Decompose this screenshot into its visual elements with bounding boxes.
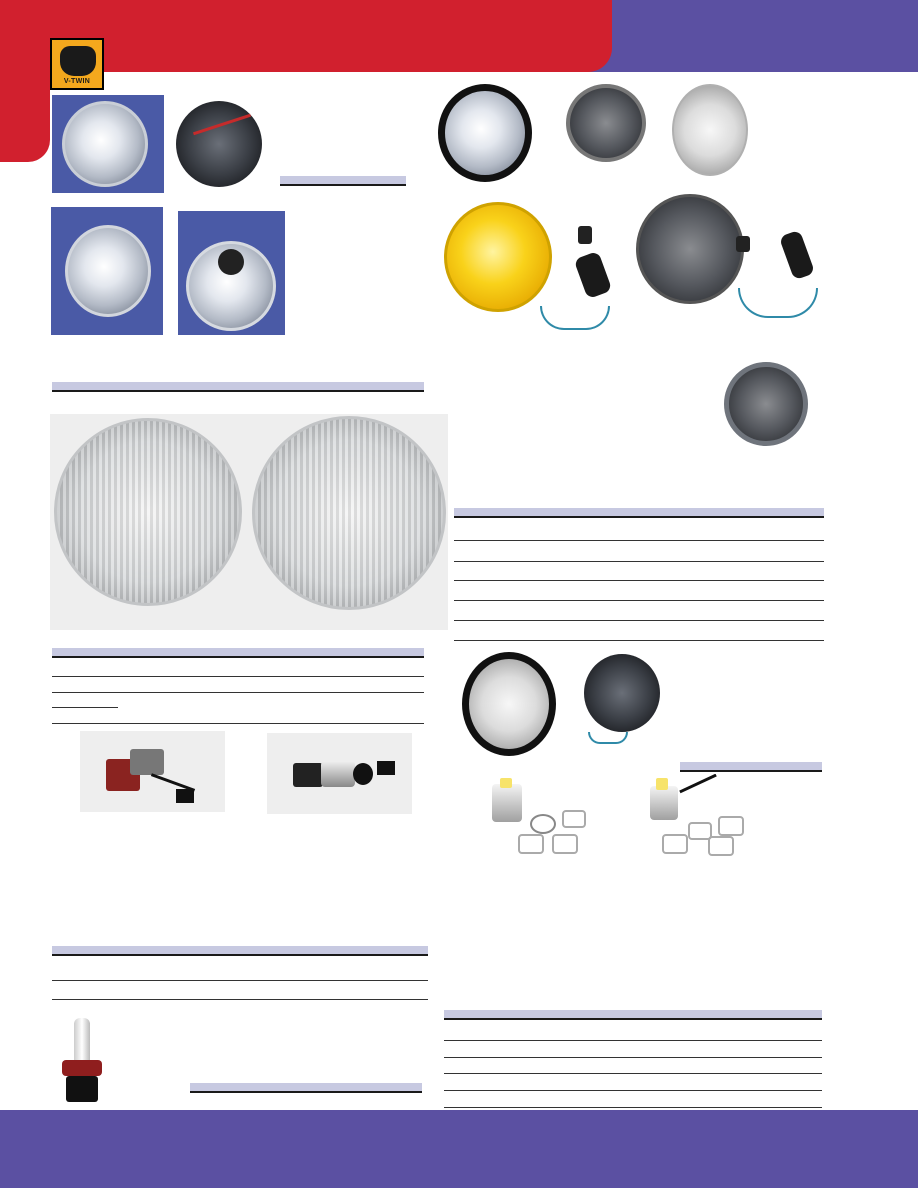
table-2-header bbox=[52, 946, 428, 956]
product-photo-reflector-bucket bbox=[178, 211, 285, 335]
table-4-row-line bbox=[444, 1073, 822, 1074]
table-4-row-line bbox=[444, 1057, 822, 1058]
v-twin-logo-icon bbox=[60, 46, 96, 76]
product-photo-smoke-headlamp-kit bbox=[634, 192, 824, 338]
h11-table-header-bar bbox=[190, 1083, 422, 1093]
table-1-row-line bbox=[52, 723, 424, 724]
product-photo-black-ring-headlamp bbox=[434, 78, 534, 186]
product-table-header-bar bbox=[280, 176, 406, 186]
table-3-row-line bbox=[454, 540, 824, 541]
table-3-row-line bbox=[454, 640, 824, 641]
table-2-row-line bbox=[52, 999, 428, 1000]
product-photo-h11-bulb bbox=[52, 1012, 122, 1108]
product-photo-led-bulb-red bbox=[80, 731, 225, 812]
table-1-row-line bbox=[52, 707, 118, 708]
product-photo-headlamp-bucket-black bbox=[582, 652, 662, 748]
sealed-beam-section-bar bbox=[52, 382, 424, 392]
table-4-row-line bbox=[444, 1040, 822, 1041]
table-3-row-line bbox=[454, 580, 824, 581]
product-photo-sealed-beam-pair bbox=[50, 414, 448, 630]
product-photo-headlamp-assembly bbox=[458, 648, 558, 760]
table-1-row-line bbox=[52, 676, 424, 677]
table-4-header bbox=[444, 1010, 822, 1020]
table-4-row-line bbox=[444, 1107, 822, 1108]
table-3-row-line bbox=[454, 561, 824, 562]
table-3-row-line bbox=[454, 620, 824, 621]
table-3-row-line bbox=[454, 600, 824, 601]
product-photo-led-bulb-chrome bbox=[267, 733, 412, 814]
brand-logo-text: V-TWIN bbox=[63, 78, 91, 85]
product-photo-led-kit-2 bbox=[638, 774, 756, 860]
product-photo-led-kit-1 bbox=[478, 774, 604, 858]
assembly-table-header-bar bbox=[680, 762, 822, 772]
product-photo-amber-headlamp-kit bbox=[440, 196, 624, 348]
footer-band bbox=[0, 1110, 918, 1188]
table-1-header bbox=[52, 648, 424, 658]
header-red-side-tab bbox=[0, 72, 50, 162]
brand-logo bbox=[50, 38, 104, 90]
product-photo-headlamp-back bbox=[172, 95, 266, 193]
product-photo-steel-ring-headlamp bbox=[720, 360, 812, 450]
table-2-row-line bbox=[52, 980, 428, 981]
product-photo-reflector-headlamp bbox=[51, 207, 163, 335]
table-1-row-line bbox=[52, 692, 424, 693]
product-photo-chrome-headlamp bbox=[52, 95, 164, 193]
table-4-row-line bbox=[444, 1090, 822, 1091]
table-3-header bbox=[454, 508, 824, 518]
product-photo-clear-reflector bbox=[668, 80, 752, 180]
product-photo-smoke-headlamp bbox=[562, 80, 650, 166]
